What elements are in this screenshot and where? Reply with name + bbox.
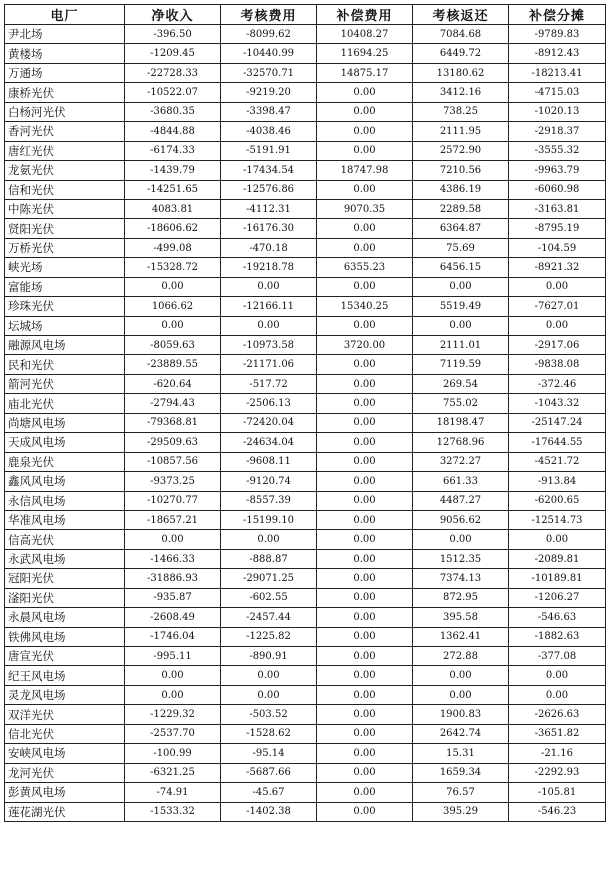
assessment-fee-cell: -72420.04 <box>221 413 317 432</box>
assessment-fee-cell: 0.00 <box>221 316 317 335</box>
assessment-return-cell: 0.00 <box>413 530 509 549</box>
assessment-return-cell: 0.00 <box>413 316 509 335</box>
assessment-fee-cell: -9608.11 <box>221 452 317 471</box>
table-row <box>5 627 606 646</box>
table-row <box>5 258 606 277</box>
table-row <box>5 491 606 510</box>
plant-name-cell: 鹿泉光伏 <box>5 452 125 471</box>
compensation-share-cell: -3555.32 <box>509 141 606 160</box>
plant-name-cell: 尹北场 <box>5 25 125 44</box>
plant-name-cell: 冠阳光伏 <box>5 569 125 588</box>
net-income-cell: -100.99 <box>125 744 221 763</box>
assessment-return-cell: 4386.19 <box>413 180 509 199</box>
assessment-fee-cell: -24634.04 <box>221 433 317 452</box>
assessment-return-cell: 738.25 <box>413 102 509 121</box>
net-income-cell: -8059.63 <box>125 336 221 355</box>
assessment-return-cell: 395.58 <box>413 608 509 627</box>
assessment-return-cell: 3272.27 <box>413 452 509 471</box>
table-row <box>5 161 606 180</box>
plant-name-cell: 白杨河光伏 <box>5 102 125 121</box>
net-income-cell: 1066.62 <box>125 297 221 316</box>
table-row <box>5 316 606 335</box>
plant-name-cell: 天成风电场 <box>5 433 125 452</box>
assessment-return-cell: 12768.96 <box>413 433 509 452</box>
table-row <box>5 783 606 802</box>
table-row <box>5 297 606 316</box>
assessment-return-cell: 7084.68 <box>413 25 509 44</box>
net-income-cell: -18606.62 <box>125 219 221 238</box>
net-income-cell: -6174.33 <box>125 141 221 160</box>
assessment-fee-cell: -10440.99 <box>221 44 317 63</box>
assessment-fee-cell: -470.18 <box>221 238 317 257</box>
assessment-fee-cell: -17434.54 <box>221 161 317 180</box>
compensation-fee-cell: 0.00 <box>317 608 413 627</box>
net-income-cell: -2537.70 <box>125 724 221 743</box>
table-row <box>5 83 606 102</box>
compensation-share-cell: -2626.63 <box>509 705 606 724</box>
compensation-fee-cell: 3720.00 <box>317 336 413 355</box>
compensation-fee-cell: 0.00 <box>317 141 413 160</box>
assessment-return-cell: 0.00 <box>413 277 509 296</box>
plant-name-cell: 唐红光伏 <box>5 141 125 160</box>
compensation-share-cell: -104.59 <box>509 238 606 257</box>
table-row <box>5 336 606 355</box>
assessment-fee-cell: -12576.86 <box>221 180 317 199</box>
plant-name-cell: 贤阳光伏 <box>5 219 125 238</box>
plant-name-cell: 信北光伏 <box>5 724 125 743</box>
assessment-return-cell: 3412.16 <box>413 83 509 102</box>
net-income-cell: -396.50 <box>125 25 221 44</box>
table-row <box>5 44 606 63</box>
table-row <box>5 763 606 782</box>
assessment-return-cell: 75.69 <box>413 238 509 257</box>
table-row <box>5 413 606 432</box>
plant-name-cell: 永信风电场 <box>5 491 125 510</box>
plant-name-cell: 富能场 <box>5 277 125 296</box>
plant-name-cell: 中陈光伏 <box>5 199 125 218</box>
table-row <box>5 472 606 491</box>
compensation-fee-cell: 0.00 <box>317 413 413 432</box>
net-income-cell: -499.08 <box>125 238 221 257</box>
assessment-return-cell: 272.88 <box>413 647 509 666</box>
plant-name-cell: 龙氨光伏 <box>5 161 125 180</box>
table-row <box>5 122 606 141</box>
table-row <box>5 647 606 666</box>
compensation-fee-cell: 0.00 <box>317 783 413 802</box>
table-row <box>5 355 606 374</box>
assessment-return-cell: 6456.15 <box>413 258 509 277</box>
net-income-cell: -1439.79 <box>125 161 221 180</box>
compensation-fee-cell: 0.00 <box>317 647 413 666</box>
compensation-fee-cell: 0.00 <box>317 588 413 607</box>
net-income-cell: -2794.43 <box>125 394 221 413</box>
compensation-fee-cell: 0.00 <box>317 316 413 335</box>
compensation-fee-cell: 0.00 <box>317 491 413 510</box>
plant-name-cell: 铁佛风电场 <box>5 627 125 646</box>
assessment-return-cell: 269.54 <box>413 374 509 393</box>
header-compensation-fee: 补偿费用 <box>317 5 413 25</box>
plant-name-cell: 尚塘风电场 <box>5 413 125 432</box>
net-income-cell: 0.00 <box>125 316 221 335</box>
settlement-table <box>4 4 606 822</box>
net-income-cell: -79368.81 <box>125 413 221 432</box>
net-income-cell: 0.00 <box>125 685 221 704</box>
compensation-share-cell: -105.81 <box>509 783 606 802</box>
assessment-fee-cell: -4038.46 <box>221 122 317 141</box>
compensation-share-cell: -18213.41 <box>509 63 606 82</box>
compensation-share-cell: -21.16 <box>509 744 606 763</box>
compensation-share-cell: -546.23 <box>509 802 606 821</box>
compensation-share-cell: -2089.81 <box>509 549 606 568</box>
plant-name-cell: 彭黄风电场 <box>5 783 125 802</box>
compensation-fee-cell: 0.00 <box>317 355 413 374</box>
table-row <box>5 102 606 121</box>
net-income-cell: -10857.56 <box>125 452 221 471</box>
table-row <box>5 608 606 627</box>
assessment-return-cell: 7374.13 <box>413 569 509 588</box>
assessment-return-cell: 2111.01 <box>413 336 509 355</box>
compensation-fee-cell: 0.00 <box>317 472 413 491</box>
compensation-share-cell: -2918.37 <box>509 122 606 141</box>
plant-name-cell: 万通场 <box>5 63 125 82</box>
assessment-return-cell: 6449.72 <box>413 44 509 63</box>
assessment-fee-cell: -517.72 <box>221 374 317 393</box>
compensation-share-cell: -1206.27 <box>509 588 606 607</box>
table-row <box>5 374 606 393</box>
assessment-fee-cell: -602.55 <box>221 588 317 607</box>
compensation-share-cell: -3651.82 <box>509 724 606 743</box>
table-row <box>5 666 606 685</box>
net-income-cell: 4083.81 <box>125 199 221 218</box>
assessment-return-cell: 7210.56 <box>413 161 509 180</box>
compensation-share-cell: -25147.24 <box>509 413 606 432</box>
assessment-return-cell: 15.31 <box>413 744 509 763</box>
assessment-fee-cell: -32570.71 <box>221 63 317 82</box>
compensation-share-cell: -913.84 <box>509 472 606 491</box>
net-income-cell: -3680.35 <box>125 102 221 121</box>
compensation-fee-cell: 0.00 <box>317 219 413 238</box>
table-row <box>5 63 606 82</box>
assessment-return-cell: 395.29 <box>413 802 509 821</box>
plant-name-cell: 庙北光伏 <box>5 394 125 413</box>
net-income-cell: -10522.07 <box>125 83 221 102</box>
net-income-cell: 0.00 <box>125 277 221 296</box>
compensation-fee-cell: 0.00 <box>317 83 413 102</box>
compensation-share-cell: -372.46 <box>509 374 606 393</box>
net-income-cell: -74.91 <box>125 783 221 802</box>
table-row <box>5 452 606 471</box>
table-row <box>5 25 606 44</box>
plant-name-cell: 箭河光伏 <box>5 374 125 393</box>
compensation-share-cell: -6060.98 <box>509 180 606 199</box>
plant-name-cell: 安峡风电场 <box>5 744 125 763</box>
assessment-fee-cell: 0.00 <box>221 277 317 296</box>
net-income-cell: -2608.49 <box>125 608 221 627</box>
compensation-fee-cell: 0.00 <box>317 569 413 588</box>
net-income-cell: -1533.32 <box>125 802 221 821</box>
assessment-fee-cell: -1225.82 <box>221 627 317 646</box>
assessment-fee-cell: -16176.30 <box>221 219 317 238</box>
compensation-share-cell: -8912.43 <box>509 44 606 63</box>
plant-name-cell: 黄楼场 <box>5 44 125 63</box>
assessment-return-cell: 1512.35 <box>413 549 509 568</box>
assessment-return-cell: 7119.59 <box>413 355 509 374</box>
compensation-fee-cell: 0.00 <box>317 122 413 141</box>
table-row <box>5 705 606 724</box>
plant-name-cell: 融源风电场 <box>5 336 125 355</box>
compensation-share-cell: -1043.32 <box>509 394 606 413</box>
compensation-fee-cell: 0.00 <box>317 685 413 704</box>
table-row <box>5 530 606 549</box>
plant-name-cell: 灵龙风电场 <box>5 685 125 704</box>
compensation-share-cell: 0.00 <box>509 685 606 704</box>
compensation-share-cell: -9963.79 <box>509 161 606 180</box>
header-assessment-return: 考核返还 <box>413 5 509 25</box>
assessment-fee-cell: -10973.58 <box>221 336 317 355</box>
assessment-fee-cell: -890.91 <box>221 647 317 666</box>
header-assessment-fee: 考核费用 <box>221 5 317 25</box>
assessment-return-cell: 2289.58 <box>413 199 509 218</box>
table-row <box>5 141 606 160</box>
compensation-fee-cell: 0.00 <box>317 763 413 782</box>
compensation-fee-cell: 0.00 <box>317 510 413 529</box>
compensation-share-cell: -7627.01 <box>509 297 606 316</box>
compensation-share-cell: -12514.73 <box>509 510 606 529</box>
compensation-fee-cell: 0.00 <box>317 549 413 568</box>
net-income-cell: 0.00 <box>125 530 221 549</box>
header-net-income: 净收入 <box>125 5 221 25</box>
plant-name-cell: 信和光伏 <box>5 180 125 199</box>
assessment-fee-cell: -9120.74 <box>221 472 317 491</box>
plant-name-cell: 华准风电场 <box>5 510 125 529</box>
compensation-fee-cell: 15340.25 <box>317 297 413 316</box>
compensation-share-cell: -1882.63 <box>509 627 606 646</box>
assessment-return-cell: 6364.87 <box>413 219 509 238</box>
header-compensation-share: 补偿分摊 <box>509 5 606 25</box>
plant-name-cell: 滏阳光伏 <box>5 588 125 607</box>
assessment-fee-cell: -2457.44 <box>221 608 317 627</box>
compensation-share-cell: 0.00 <box>509 666 606 685</box>
assessment-return-cell: 1362.41 <box>413 627 509 646</box>
assessment-return-cell: 661.33 <box>413 472 509 491</box>
table-row <box>5 510 606 529</box>
compensation-fee-cell: 0.00 <box>317 180 413 199</box>
assessment-return-cell: 4487.27 <box>413 491 509 510</box>
compensation-share-cell: 0.00 <box>509 277 606 296</box>
compensation-share-cell: -10189.81 <box>509 569 606 588</box>
assessment-return-cell: 5519.49 <box>413 297 509 316</box>
plant-name-cell: 民和光伏 <box>5 355 125 374</box>
compensation-fee-cell: 0.00 <box>317 530 413 549</box>
plant-name-cell: 永武风电场 <box>5 549 125 568</box>
compensation-fee-cell: 0.00 <box>317 238 413 257</box>
compensation-share-cell: -9838.08 <box>509 355 606 374</box>
table-row <box>5 433 606 452</box>
assessment-return-cell: 1659.34 <box>413 763 509 782</box>
assessment-return-cell: 2642.74 <box>413 724 509 743</box>
compensation-fee-cell: 10408.27 <box>317 25 413 44</box>
assessment-fee-cell: -12166.11 <box>221 297 317 316</box>
net-income-cell: -1466.33 <box>125 549 221 568</box>
net-income-cell: -1229.32 <box>125 705 221 724</box>
compensation-share-cell: 0.00 <box>509 530 606 549</box>
net-income-cell: -6321.25 <box>125 763 221 782</box>
compensation-fee-cell: 0.00 <box>317 433 413 452</box>
assessment-return-cell: 872.95 <box>413 588 509 607</box>
plant-name-cell: 永晨风电场 <box>5 608 125 627</box>
assessment-fee-cell: -2506.13 <box>221 394 317 413</box>
assessment-return-cell: 0.00 <box>413 666 509 685</box>
compensation-share-cell: -4715.03 <box>509 83 606 102</box>
assessment-fee-cell: 0.00 <box>221 685 317 704</box>
plant-name-cell: 龙河光伏 <box>5 763 125 782</box>
compensation-fee-cell: 0.00 <box>317 277 413 296</box>
assessment-return-cell: 2572.90 <box>413 141 509 160</box>
assessment-fee-cell: -8099.62 <box>221 25 317 44</box>
assessment-fee-cell: -15199.10 <box>221 510 317 529</box>
table-row <box>5 199 606 218</box>
assessment-return-cell: 76.57 <box>413 783 509 802</box>
assessment-return-cell: 13180.62 <box>413 63 509 82</box>
compensation-share-cell: 0.00 <box>509 316 606 335</box>
plant-name-cell: 珍珠光伏 <box>5 297 125 316</box>
assessment-return-cell: 9056.62 <box>413 510 509 529</box>
compensation-fee-cell: 14875.17 <box>317 63 413 82</box>
table-row <box>5 277 606 296</box>
net-income-cell: -1209.45 <box>125 44 221 63</box>
assessment-fee-cell: -95.14 <box>221 744 317 763</box>
net-income-cell: -995.11 <box>125 647 221 666</box>
compensation-fee-cell: 0.00 <box>317 705 413 724</box>
net-income-cell: -4844.88 <box>125 122 221 141</box>
compensation-share-cell: -2292.93 <box>509 763 606 782</box>
plant-name-cell: 纪王风电场 <box>5 666 125 685</box>
table-row <box>5 802 606 821</box>
table-row <box>5 744 606 763</box>
plant-name-cell: 康桥光伏 <box>5 83 125 102</box>
compensation-fee-cell: 0.00 <box>317 374 413 393</box>
assessment-fee-cell: -9219.20 <box>221 83 317 102</box>
net-income-cell: -23889.55 <box>125 355 221 374</box>
compensation-fee-cell: 0.00 <box>317 102 413 121</box>
compensation-share-cell: -377.08 <box>509 647 606 666</box>
table-row <box>5 685 606 704</box>
assessment-fee-cell: 0.00 <box>221 666 317 685</box>
table-row <box>5 219 606 238</box>
assessment-fee-cell: 0.00 <box>221 530 317 549</box>
plant-name-cell: 鑫风风电场 <box>5 472 125 491</box>
assessment-fee-cell: -45.67 <box>221 783 317 802</box>
compensation-share-cell: -4521.72 <box>509 452 606 471</box>
compensation-share-cell: -6200.65 <box>509 491 606 510</box>
assessment-fee-cell: -8557.39 <box>221 491 317 510</box>
compensation-fee-cell: 18747.98 <box>317 161 413 180</box>
assessment-fee-cell: -5191.91 <box>221 141 317 160</box>
assessment-return-cell: 2111.95 <box>413 122 509 141</box>
table-row <box>5 180 606 199</box>
compensation-fee-cell: 0.00 <box>317 802 413 821</box>
assessment-fee-cell: -1528.62 <box>221 724 317 743</box>
net-income-cell: -935.87 <box>125 588 221 607</box>
assessment-return-cell: 0.00 <box>413 685 509 704</box>
compensation-share-cell: -546.63 <box>509 608 606 627</box>
compensation-share-cell: -1020.13 <box>509 102 606 121</box>
plant-name-cell: 坛城场 <box>5 316 125 335</box>
table-body <box>5 25 606 822</box>
compensation-fee-cell: 0.00 <box>317 452 413 471</box>
net-income-cell: -620.64 <box>125 374 221 393</box>
plant-name-cell: 峡光场 <box>5 258 125 277</box>
assessment-fee-cell: -888.87 <box>221 549 317 568</box>
net-income-cell: -9373.25 <box>125 472 221 491</box>
net-income-cell: -29509.63 <box>125 433 221 452</box>
compensation-share-cell: -8795.19 <box>509 219 606 238</box>
net-income-cell: -1746.04 <box>125 627 221 646</box>
assessment-return-cell: 1900.83 <box>413 705 509 724</box>
assessment-fee-cell: -21171.06 <box>221 355 317 374</box>
compensation-fee-cell: 6355.23 <box>317 258 413 277</box>
assessment-return-cell: 18198.47 <box>413 413 509 432</box>
compensation-share-cell: -2917.06 <box>509 336 606 355</box>
assessment-fee-cell: -1402.38 <box>221 802 317 821</box>
net-income-cell: -14251.65 <box>125 180 221 199</box>
assessment-fee-cell: -19218.78 <box>221 258 317 277</box>
assessment-fee-cell: -4112.31 <box>221 199 317 218</box>
compensation-fee-cell: 0.00 <box>317 744 413 763</box>
table-row <box>5 549 606 568</box>
net-income-cell: -22728.33 <box>125 63 221 82</box>
assessment-fee-cell: -29071.25 <box>221 569 317 588</box>
compensation-share-cell: -17644.55 <box>509 433 606 452</box>
plant-name-cell: 唐宣光伏 <box>5 647 125 666</box>
plant-name-cell: 双洋光伏 <box>5 705 125 724</box>
compensation-fee-cell: 0.00 <box>317 724 413 743</box>
net-income-cell: -10270.77 <box>125 491 221 510</box>
compensation-fee-cell: 9070.35 <box>317 199 413 218</box>
compensation-share-cell: -9789.83 <box>509 25 606 44</box>
compensation-share-cell: -8921.32 <box>509 258 606 277</box>
table-row <box>5 394 606 413</box>
net-income-cell: -15328.72 <box>125 258 221 277</box>
assessment-fee-cell: -5687.66 <box>221 763 317 782</box>
assessment-fee-cell: -3398.47 <box>221 102 317 121</box>
compensation-share-cell: -3163.81 <box>509 199 606 218</box>
plant-name-cell: 莲花湖光伏 <box>5 802 125 821</box>
assessment-return-cell: 755.02 <box>413 394 509 413</box>
plant-name-cell: 信高光伏 <box>5 530 125 549</box>
table-row <box>5 588 606 607</box>
plant-name-cell: 万桥光伏 <box>5 238 125 257</box>
table-row <box>5 238 606 257</box>
net-income-cell: 0.00 <box>125 666 221 685</box>
plant-name-cell: 香河光伏 <box>5 122 125 141</box>
compensation-fee-cell: 0.00 <box>317 394 413 413</box>
compensation-fee-cell: 0.00 <box>317 627 413 646</box>
compensation-fee-cell: 11694.25 <box>317 44 413 63</box>
header-row <box>5 5 606 25</box>
compensation-fee-cell: 0.00 <box>317 666 413 685</box>
net-income-cell: -18657.21 <box>125 510 221 529</box>
table-row <box>5 724 606 743</box>
assessment-fee-cell: -503.52 <box>221 705 317 724</box>
net-income-cell: -31886.93 <box>125 569 221 588</box>
table-row <box>5 569 606 588</box>
header-plant: 电厂 <box>5 5 125 25</box>
